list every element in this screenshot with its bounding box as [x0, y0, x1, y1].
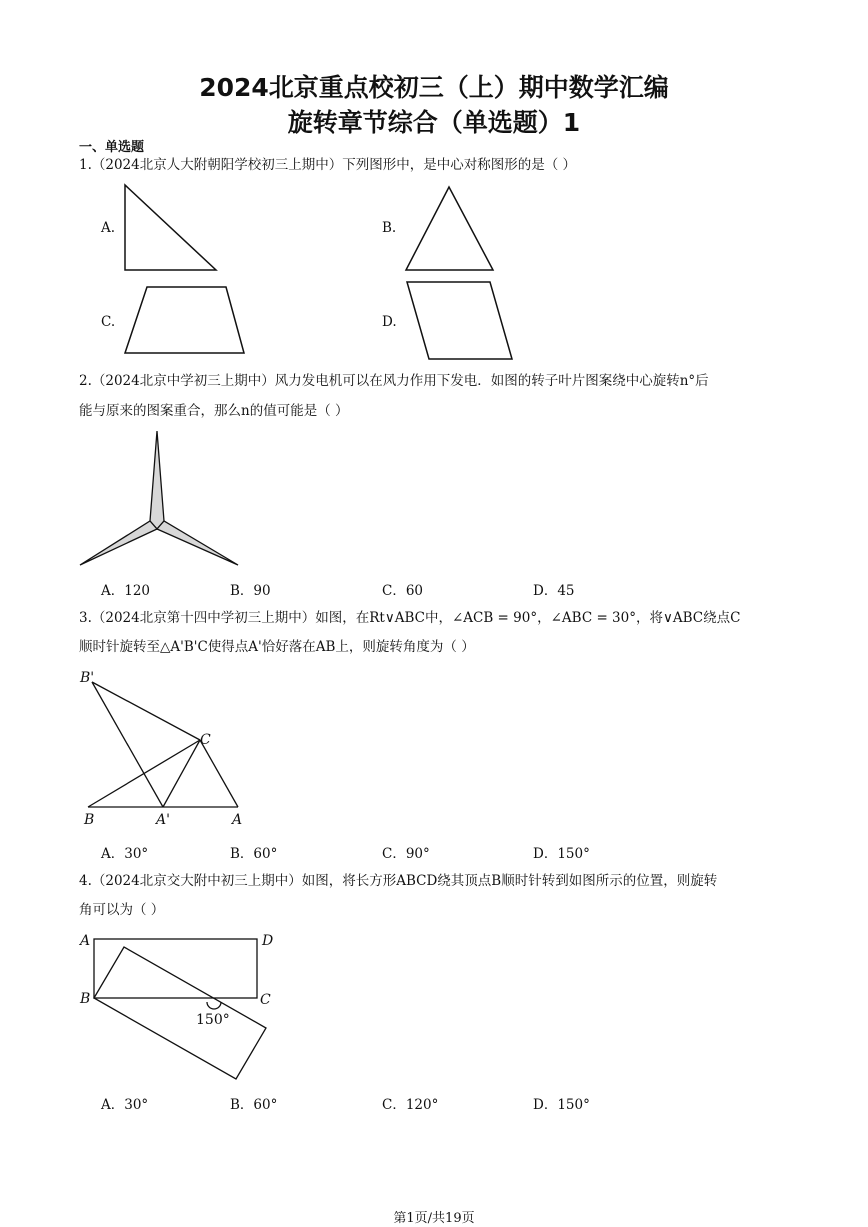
q4-rectangle-rotation-diagram — [76, 925, 276, 1087]
question-4-line2: 角可以为（ ） — [79, 902, 165, 918]
page-number-footer: 第1页/共19页 — [393, 1211, 475, 1226]
page-title-line2: 旋转章节综合（单选题）1 — [287, 108, 581, 137]
q3-label-b: B — [84, 812, 95, 828]
q3-label-a-prime: A' — [156, 812, 170, 828]
q4-label-b: B — [80, 991, 91, 1007]
q4-label-d: D — [262, 933, 274, 949]
q3-option-c: C．90° — [382, 846, 430, 862]
q4-option-a: A．30° — [101, 1097, 149, 1113]
q1-option-a-triangle — [120, 182, 220, 274]
question-1-text: 1.（2024北京人大附朝阳学校初三上期中）下列图形中，是中心对称图形的是（ ） — [79, 157, 577, 173]
q3-label-c: C — [200, 732, 211, 748]
q4-option-c: C．120° — [382, 1097, 439, 1113]
q2-turbine-blades — [76, 428, 242, 570]
question-2-line1: 2.（2024北京中学初三上期中）风力发电机可以在风力作用下发电．如图的转子叶片图案绕中心旋转n°后 — [79, 373, 709, 389]
q3-option-a: A．30° — [101, 846, 149, 862]
q2-option-d: D．45 — [533, 583, 575, 599]
q4-angle-label: 150° — [196, 1012, 230, 1028]
q1-option-d-parallelogram — [402, 279, 518, 363]
q3-option-d: D．150° — [533, 846, 590, 862]
q3-option-b: B．60° — [230, 846, 278, 862]
question-3-line2: 顺时针旋转至△A'B'C使得点A'恰好落在AB上，则旋转角度为（ ） — [79, 639, 475, 655]
question-4-line1: 4.（2024北京交大附中初三上期中）如图，将长方形ABCD绕其顶点B顺时针转到如图所示的位置，则旋转 — [79, 873, 718, 889]
q4-option-b: B．60° — [230, 1097, 278, 1113]
q2-option-c: C．60 — [382, 583, 424, 599]
q1-option-b-label: B. — [382, 220, 397, 236]
q1-option-a-label: A. — [101, 220, 116, 236]
section-heading: 一、单选题 — [79, 140, 145, 155]
q2-option-b: B．90 — [230, 583, 271, 599]
question-3-line1: 3.（2024北京第十四中学初三上期中）如图，在Rt∨ABC中，∠ACB = 90°，∠ABC = 30°，将∨ABC绕点C — [79, 610, 741, 626]
q1-option-c-label: C. — [101, 314, 116, 330]
q3-label-b-prime: B' — [80, 670, 95, 686]
q1-option-d-label: D. — [382, 314, 397, 330]
page-title-line1: 2024北京重点校初三（上）期中数学汇编 — [199, 73, 669, 102]
q3-label-a: A — [232, 812, 243, 828]
q1-option-c-trapezoid — [120, 284, 248, 358]
q4-option-d: D．150° — [533, 1097, 590, 1113]
q2-option-a: A．120 — [101, 583, 151, 599]
q4-label-c: C — [260, 992, 271, 1008]
q3-rotation-diagram — [76, 666, 256, 830]
question-2-line2: 能与原来的图案重合，那么n的值可能是（ ） — [79, 403, 349, 419]
q1-option-b-triangle — [402, 184, 498, 274]
q4-label-a: A — [80, 933, 91, 949]
